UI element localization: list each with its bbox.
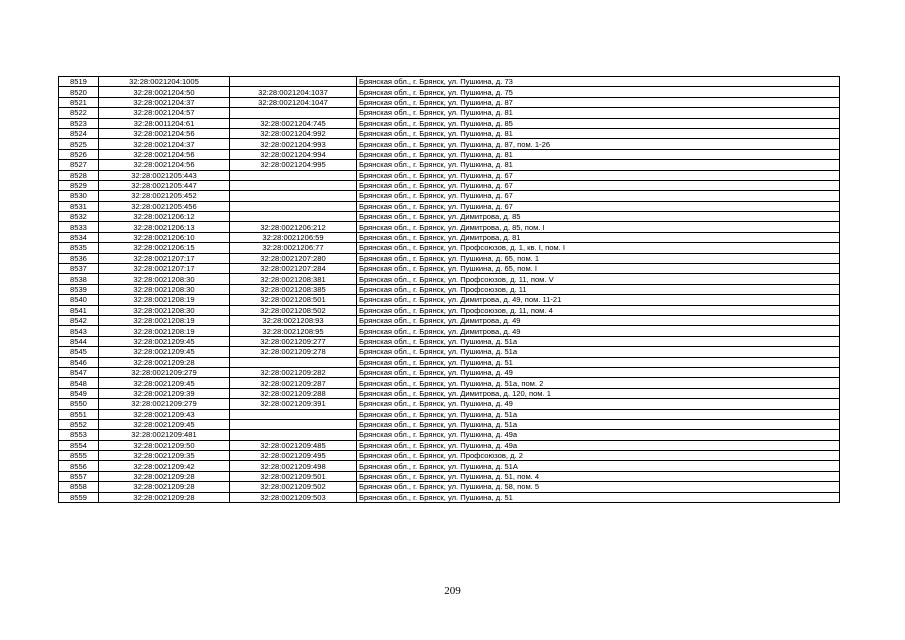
related-cadastral-number-cell: 32:28:0021207:284	[230, 264, 357, 274]
related-cadastral-number-cell: 32:28:0021209:282	[230, 367, 357, 377]
address-cell: Брянская обл., г. Брянск, ул. Пушкина, д. 65, пом. 1	[357, 253, 840, 263]
address-cell: Брянская обл., г. Брянск, ул. Пушкина, д. 87, пом. 1-26	[357, 139, 840, 149]
cadastral-number-cell: 32:28:0021207:17	[99, 264, 230, 274]
row-number-cell: 8546	[59, 357, 99, 367]
address-cell: Брянская обл., г. Брянск, ул. Димитрова, д. 85	[357, 212, 840, 222]
related-cadastral-number-cell: 32:28:0021204:992	[230, 128, 357, 138]
cadastral-number-cell: 32:28:0021209:279	[99, 367, 230, 377]
row-number-cell: 8532	[59, 212, 99, 222]
related-cadastral-number-cell: 32:28:0021204:993	[230, 139, 357, 149]
table-row	[59, 264, 840, 274]
related-cadastral-number-cell: 32:28:0021208:502	[230, 305, 357, 315]
row-number-cell: 8519	[59, 77, 99, 87]
related-cadastral-number-cell: 32:28:0021209:498	[230, 461, 357, 471]
cadastral-number-cell: 32:28:0021209:39	[99, 388, 230, 398]
related-cadastral-number-cell: 32:28:0021206:212	[230, 222, 357, 232]
cadastral-number-cell: 32:28:0021204:1005	[99, 77, 230, 87]
table-row	[59, 128, 840, 138]
table-row	[59, 399, 840, 409]
related-cadastral-number-cell: 32:28:0021208:501	[230, 295, 357, 305]
related-cadastral-number-cell: 32:28:0021209:501	[230, 471, 357, 481]
table-row	[59, 461, 840, 471]
row-number-cell: 8543	[59, 326, 99, 336]
address-cell: Брянская обл., г. Брянск, ул. Пушкина, д. 81	[357, 149, 840, 159]
cadastral-number-cell: 32:28:0021206:15	[99, 243, 230, 253]
cadastral-number-cell: 32:28:0021205:447	[99, 180, 230, 190]
related-cadastral-number-cell	[230, 201, 357, 211]
table-row	[59, 180, 840, 190]
table-row	[59, 409, 840, 419]
related-cadastral-number-cell: 32:28:0021204:1037	[230, 87, 357, 97]
address-cell: Брянская обл., г. Брянск, ул. Пушкина, д. 81	[357, 108, 840, 118]
address-cell: Брянская обл., г. Брянск, ул. Пушкина, д. 51А	[357, 461, 840, 471]
cadastral-number-cell: 32:28:0021209:45	[99, 336, 230, 346]
row-number-cell: 8535	[59, 243, 99, 253]
row-number-cell: 8536	[59, 253, 99, 263]
cadastral-number-cell: 32:28:0021208:30	[99, 305, 230, 315]
related-cadastral-number-cell: 32:28:0021209:502	[230, 482, 357, 492]
table-row	[59, 347, 840, 357]
address-cell: Брянская обл., г. Брянск, ул. Пушкина, д. 49а	[357, 440, 840, 450]
cadastral-number-cell: 32:28:0021208:30	[99, 274, 230, 284]
address-cell: Брянская обл., г. Брянск, ул. Пушкина, д. 58, пом. 5	[357, 482, 840, 492]
row-number-cell: 8540	[59, 295, 99, 305]
row-number-cell: 8521	[59, 97, 99, 107]
cadastral-number-cell: 32:28:0021209:45	[99, 378, 230, 388]
row-number-cell: 8525	[59, 139, 99, 149]
cadastral-number-cell: 32:28:0021205:443	[99, 170, 230, 180]
cadastral-number-cell: 32:28:0021209:42	[99, 461, 230, 471]
related-cadastral-number-cell: 32:28:0021204:1047	[230, 97, 357, 107]
address-cell: Брянская обл., г. Брянск, ул. Пушкина, д. 51, пом. 4	[357, 471, 840, 481]
related-cadastral-number-cell: 32:28:0021209:278	[230, 347, 357, 357]
table-row	[59, 274, 840, 284]
cadastral-number-cell: 32:28:0021204:37	[99, 97, 230, 107]
related-cadastral-number-cell	[230, 409, 357, 419]
related-cadastral-number-cell	[230, 170, 357, 180]
address-cell: Брянская обл., г. Брянск, ул. Пушкина, д. 51а	[357, 347, 840, 357]
row-number-cell: 8527	[59, 160, 99, 170]
related-cadastral-number-cell: 32:28:0021204:994	[230, 149, 357, 159]
cadastral-number-cell: 32:28:0021209:481	[99, 430, 230, 440]
table-row	[59, 201, 840, 211]
address-cell: Брянская обл., г. Брянск, ул. Пушкина, д. 75	[357, 87, 840, 97]
registry-table-body	[59, 77, 840, 503]
cadastral-number-cell: 32:28:0021209:279	[99, 399, 230, 409]
row-number-cell: 8548	[59, 378, 99, 388]
table-row	[59, 191, 840, 201]
cadastral-number-cell: 32:28:0021208:30	[99, 284, 230, 294]
row-number-cell: 8558	[59, 482, 99, 492]
cadastral-number-cell: 32:28:0021205:456	[99, 201, 230, 211]
address-cell: Брянская обл., г. Брянск, ул. Профсоюзов, д. 11	[357, 284, 840, 294]
table-row	[59, 243, 840, 253]
address-cell: Брянская обл., г. Брянск, ул. Димитрова, д. 85, пом. I	[357, 222, 840, 232]
address-cell: Брянская обл., г. Брянск, ул. Димитрова, д. 49	[357, 326, 840, 336]
row-number-cell: 8557	[59, 471, 99, 481]
address-cell: Брянская обл., г. Брянск, ул. Пушкина, д. 87	[357, 97, 840, 107]
table-row	[59, 108, 840, 118]
address-cell: Брянская обл., г. Брянск, ул. Пушкина, д. 67	[357, 201, 840, 211]
address-cell: Брянская обл., г. Брянск, ул. Профсоюзов, д. 11, пом. 4	[357, 305, 840, 315]
cadastral-number-cell: 32:28:0021206:10	[99, 232, 230, 242]
row-number-cell: 8552	[59, 419, 99, 429]
cadastral-number-cell: 32:28:0021207:17	[99, 253, 230, 263]
row-number-cell: 8547	[59, 367, 99, 377]
address-cell: Брянская обл., г. Брянск, ул. Пушкина, д. 51а, пом. 2	[357, 378, 840, 388]
table-row	[59, 482, 840, 492]
cadastral-number-cell: 32:28:0021204:57	[99, 108, 230, 118]
related-cadastral-number-cell: 32:28:0021209:287	[230, 378, 357, 388]
row-number-cell: 8553	[59, 430, 99, 440]
table-row	[59, 77, 840, 87]
cadastral-number-cell: 32:28:0021209:28	[99, 471, 230, 481]
address-cell: Брянская обл., г. Брянск, ул. Пушкина, д. 49а	[357, 430, 840, 440]
address-cell: Брянская обл., г. Брянск, ул. Димитрова, д. 81	[357, 232, 840, 242]
table-row	[59, 315, 840, 325]
row-number-cell: 8522	[59, 108, 99, 118]
related-cadastral-number-cell	[230, 419, 357, 429]
related-cadastral-number-cell	[230, 191, 357, 201]
address-cell: Брянская обл., г. Брянск, ул. Пушкина, д. 67	[357, 180, 840, 190]
row-number-cell: 8541	[59, 305, 99, 315]
related-cadastral-number-cell: 32:28:0021209:495	[230, 451, 357, 461]
related-cadastral-number-cell: 32:28:0021209:391	[230, 399, 357, 409]
cadastral-number-cell: 32:28:0021208:19	[99, 295, 230, 305]
cadastral-number-cell: 32:28:0021204:50	[99, 87, 230, 97]
cadastral-number-cell: 32:28:0021209:50	[99, 440, 230, 450]
row-number-cell: 8556	[59, 461, 99, 471]
address-cell: Брянская обл., г. Брянск, ул. Пушкина, д. 65, пом. I	[357, 264, 840, 274]
address-cell: Брянская обл., г. Брянск, ул. Пушкина, д. 51	[357, 492, 840, 502]
table-row	[59, 118, 840, 128]
table-row	[59, 305, 840, 315]
address-cell: Брянская обл., г. Брянск, ул. Димитрова, д. 49, пом. 11-21	[357, 295, 840, 305]
table-row	[59, 388, 840, 398]
address-cell: Брянская обл., г. Брянск, ул. Профсоюзов, д. 2	[357, 451, 840, 461]
row-number-cell: 8559	[59, 492, 99, 502]
cadastral-number-cell: 32:28:0021204:56	[99, 160, 230, 170]
table-row	[59, 212, 840, 222]
row-number-cell: 8544	[59, 336, 99, 346]
table-row	[59, 160, 840, 170]
related-cadastral-number-cell	[230, 180, 357, 190]
related-cadastral-number-cell: 32:28:0021206:59	[230, 232, 357, 242]
table-row	[59, 451, 840, 461]
row-number-cell: 8545	[59, 347, 99, 357]
row-number-cell: 8523	[59, 118, 99, 128]
cadastral-number-cell: 32:28:0021209:35	[99, 451, 230, 461]
row-number-cell: 8538	[59, 274, 99, 284]
cadastral-number-cell: 32:28:0021209:28	[99, 357, 230, 367]
table-row	[59, 253, 840, 263]
related-cadastral-number-cell: 32:28:0021209:485	[230, 440, 357, 450]
row-number-cell: 8529	[59, 180, 99, 190]
table-row	[59, 222, 840, 232]
table-row	[59, 440, 840, 450]
related-cadastral-number-cell: 32:28:0021209:503	[230, 492, 357, 502]
row-number-cell: 8554	[59, 440, 99, 450]
row-number-cell: 8531	[59, 201, 99, 211]
address-cell: Брянская обл., г. Брянск, ул. Пушкина, д. 81	[357, 128, 840, 138]
row-number-cell: 8551	[59, 409, 99, 419]
row-number-cell: 8539	[59, 284, 99, 294]
cadastral-number-cell: 32:28:0021206:13	[99, 222, 230, 232]
row-number-cell: 8520	[59, 87, 99, 97]
cadastral-number-cell: 32:28:0021209:45	[99, 347, 230, 357]
related-cadastral-number-cell: 32:28:0021208:381	[230, 274, 357, 284]
table-row	[59, 357, 840, 367]
cadastral-number-cell: 32:28:0021209:45	[99, 419, 230, 429]
related-cadastral-number-cell: 32:28:0021208:385	[230, 284, 357, 294]
table-row	[59, 471, 840, 481]
row-number-cell: 8533	[59, 222, 99, 232]
cadastral-number-cell: 32:28:0021206:12	[99, 212, 230, 222]
address-cell: Брянская обл., г. Брянск, ул. Пушкина, д. 51а	[357, 409, 840, 419]
address-cell: Брянская обл., г. Брянск, ул. Профсоюзов, д. 1, кв. I, пом. I	[357, 243, 840, 253]
cadastral-number-cell: 32:28:0021204:37	[99, 139, 230, 149]
related-cadastral-number-cell: 32:28:0021208:93	[230, 315, 357, 325]
table-row	[59, 97, 840, 107]
related-cadastral-number-cell	[230, 357, 357, 367]
table-row	[59, 378, 840, 388]
address-cell: Брянская обл., г. Брянск, ул. Пушкина, д. 51а	[357, 419, 840, 429]
cadastral-number-cell: 32:28:0021208:19	[99, 326, 230, 336]
table-row	[59, 139, 840, 149]
related-cadastral-number-cell	[230, 108, 357, 118]
address-cell: Брянская обл., г. Брянск, ул. Профсоюзов, д. 11, пом. V	[357, 274, 840, 284]
related-cadastral-number-cell: 32:28:0021207:280	[230, 253, 357, 263]
table-row	[59, 232, 840, 242]
row-number-cell: 8524	[59, 128, 99, 138]
row-number-cell: 8549	[59, 388, 99, 398]
table-row	[59, 492, 840, 502]
cadastral-number-cell: 32:28:0021209:28	[99, 492, 230, 502]
registry-table	[58, 76, 840, 503]
page-number: 209	[444, 585, 461, 597]
table-row	[59, 170, 840, 180]
address-cell: Брянская обл., г. Брянск, ул. Димитрова, д. 120, пом. 1	[357, 388, 840, 398]
table-row	[59, 430, 840, 440]
related-cadastral-number-cell: 32:28:0021209:277	[230, 336, 357, 346]
row-number-cell: 8542	[59, 315, 99, 325]
cadastral-number-cell: 32:28:0021209:28	[99, 482, 230, 492]
related-cadastral-number-cell	[230, 430, 357, 440]
row-number-cell: 8537	[59, 264, 99, 274]
row-number-cell: 8528	[59, 170, 99, 180]
cadastral-number-cell: 32:28:0011204:61	[99, 118, 230, 128]
table-row	[59, 149, 840, 159]
address-cell: Брянская обл., г. Брянск, ул. Пушкина, д. 67	[357, 170, 840, 180]
cadastral-number-cell: 32:28:0021205:452	[99, 191, 230, 201]
cadastral-number-cell: 32:28:0021204:56	[99, 149, 230, 159]
row-number-cell: 8526	[59, 149, 99, 159]
row-number-cell: 8550	[59, 399, 99, 409]
cadastral-number-cell: 32:28:0021208:19	[99, 315, 230, 325]
address-cell: Брянская обл., г. Брянск, ул. Димитрова, д. 49	[357, 315, 840, 325]
related-cadastral-number-cell: 32:28:0021209:288	[230, 388, 357, 398]
row-number-cell: 8530	[59, 191, 99, 201]
cadastral-number-cell: 32:28:0021209:43	[99, 409, 230, 419]
row-number-cell: 8555	[59, 451, 99, 461]
table-row	[59, 336, 840, 346]
address-cell: Брянская обл., г. Брянск, ул. Пушкина, д. 49	[357, 367, 840, 377]
table-row	[59, 326, 840, 336]
table-row	[59, 87, 840, 97]
cadastral-number-cell: 32:28:0021204:56	[99, 128, 230, 138]
related-cadastral-number-cell: 32:28:0021208:95	[230, 326, 357, 336]
table-row	[59, 284, 840, 294]
table-row	[59, 295, 840, 305]
address-cell: Брянская обл., г. Брянск, ул. Пушкина, д. 67	[357, 191, 840, 201]
related-cadastral-number-cell	[230, 212, 357, 222]
row-number-cell: 8534	[59, 232, 99, 242]
address-cell: Брянская обл., г. Брянск, ул. Пушкина, д. 51а	[357, 336, 840, 346]
address-cell: Брянская обл., г. Брянск, ул. Пушкина, д. 73	[357, 77, 840, 87]
address-cell: Брянская обл., г. Брянск, ул. Пушкина, д. 81	[357, 160, 840, 170]
address-cell: Брянская обл., г. Брянск, ул. Пушкина, д. 85	[357, 118, 840, 128]
address-cell: Брянская обл., г. Брянск, ул. Пушкина, д. 49	[357, 399, 840, 409]
related-cadastral-number-cell: 32:28:0021204:995	[230, 160, 357, 170]
related-cadastral-number-cell: 32:28:0021206:77	[230, 243, 357, 253]
table-row	[59, 367, 840, 377]
related-cadastral-number-cell: 32:28:0021204:745	[230, 118, 357, 128]
table-row	[59, 419, 840, 429]
address-cell: Брянская обл., г. Брянск, ул. Пушкина, д. 51	[357, 357, 840, 367]
related-cadastral-number-cell	[230, 77, 357, 87]
